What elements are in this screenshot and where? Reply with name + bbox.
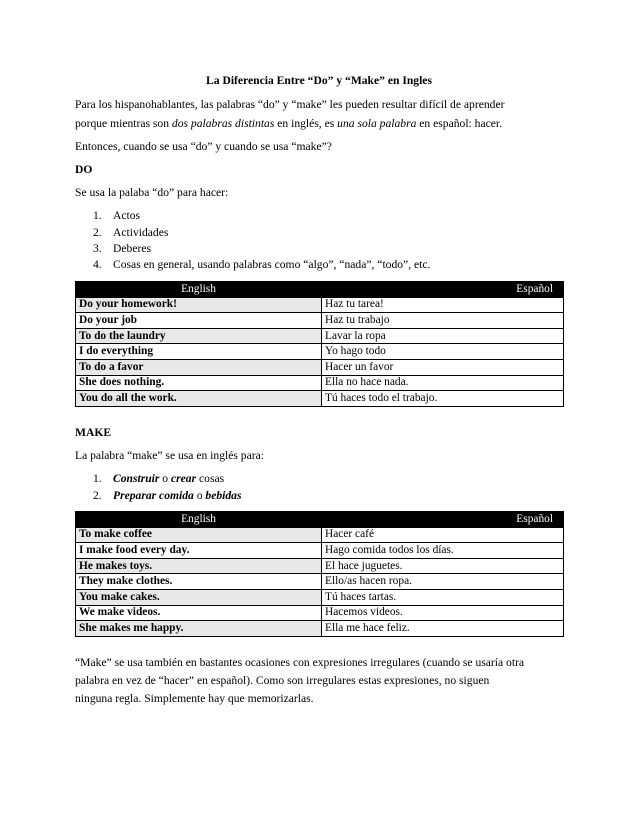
table-row <box>76 359 564 375</box>
column-header-espanol: Español <box>322 512 564 528</box>
table-row <box>76 313 564 329</box>
spanish-cell: Hago comida todos los días. <box>322 543 564 559</box>
spanish-cell: Ello/as hacen ropa. <box>322 574 564 590</box>
do-list-item <box>93 242 151 255</box>
english-cell: He makes toys. <box>76 558 322 574</box>
table-row <box>76 605 564 621</box>
make-list-item <box>93 489 242 502</box>
intro-emphasis: dos palabras distintas <box>171 117 275 130</box>
spanish-cell: Tú haces tartas. <box>322 589 564 605</box>
spanish-cell: Haz tu trabajo <box>322 313 564 329</box>
intro-line-2 <box>75 117 502 130</box>
table-row <box>76 527 564 543</box>
spanish-cell: Yo hago todo <box>322 344 564 360</box>
closing-line-3: ninguna regla. Simplemente hay que memorizarlas. <box>75 692 314 705</box>
list-number: 2. <box>93 489 102 502</box>
closing-line-1: “Make” se usa también en bastantes ocasiones con expresiones irregulares (cuando se usaría otra <box>75 656 525 669</box>
list-emphasis: Preparar comida <box>113 489 194 502</box>
document-title: La Diferencia Entre “Do” y “Make” en Ingles <box>206 74 432 87</box>
english-cell: To do the laundry <box>76 328 322 344</box>
english-cell: You do all the work. <box>76 391 322 407</box>
table-row <box>76 558 564 574</box>
spanish-cell: Ella me hace feliz. <box>322 621 564 637</box>
do-list-item <box>93 209 140 222</box>
make-vocab-table <box>75 511 564 637</box>
english-cell: To do a favor <box>76 359 322 375</box>
list-emphasis: Construir <box>113 472 160 485</box>
spanish-cell: Tú haces todo el trabajo. <box>322 391 564 407</box>
intro-text: en inglés, es <box>274 117 338 130</box>
spanish-cell: Hacer café <box>322 527 564 543</box>
table-row <box>76 391 564 407</box>
spanish-cell: Haz tu tarea! <box>322 297 564 313</box>
do-vocab-table <box>75 281 564 407</box>
list-number: 1. <box>93 472 102 485</box>
english-cell: She makes me happy. <box>76 621 322 637</box>
make-heading: MAKE <box>75 426 112 439</box>
do-list-item <box>93 226 168 239</box>
list-number: 1. <box>93 209 102 222</box>
list-text: o <box>193 489 206 502</box>
list-emphasis: crear <box>171 472 197 485</box>
english-cell: To make coffee <box>76 527 322 543</box>
table-row <box>76 543 564 559</box>
spanish-cell: Hacemos videos. <box>322 605 564 621</box>
list-emphasis: bebidas <box>205 489 242 502</box>
spanish-cell: El hace juguetes. <box>322 558 564 574</box>
list-text: Actos <box>113 209 141 222</box>
list-text: Deberes <box>113 242 151 255</box>
table-header-row <box>76 512 564 528</box>
english-cell: We make videos. <box>76 605 322 621</box>
english-cell: You make cakes. <box>76 589 322 605</box>
english-cell: Do your homework! <box>76 297 322 313</box>
do-lead: Se usa la palaba “do” para hacer: <box>75 186 229 199</box>
intro-emphasis: una sola palabra <box>337 117 417 130</box>
list-number: 4. <box>93 258 102 271</box>
intro-text: porque mientras son <box>75 117 172 130</box>
english-cell: They make clothes. <box>76 574 322 590</box>
table-row <box>76 589 564 605</box>
list-text: Cosas en general, usando palabras como “algo”, “nada”, “todo”, etc. <box>113 258 431 271</box>
column-header-english: English <box>76 282 322 298</box>
table-row <box>76 621 564 637</box>
spanish-cell: Hacer un favor <box>322 359 564 375</box>
do-heading: DO <box>75 163 93 176</box>
table-row <box>76 328 564 344</box>
table-row <box>76 297 564 313</box>
list-text: cosas <box>196 472 225 485</box>
list-number: 3. <box>93 242 102 255</box>
column-header-espanol: Español <box>322 282 564 298</box>
intro-question: Entonces, cuando se usa “do” y cuando se usa “make”? <box>75 140 332 153</box>
do-list-item <box>93 258 430 271</box>
intro-text: en español: hacer. <box>416 117 503 130</box>
spanish-cell: Lavar la ropa <box>322 328 564 344</box>
table-row <box>76 344 564 360</box>
english-cell: Do your job <box>76 313 322 329</box>
list-number: 2. <box>93 226 102 239</box>
closing-line-2: palabra en vez de “hacer” en español). Como son irregulares estas expresiones, no siguen <box>75 674 490 687</box>
english-cell: She does nothing. <box>76 375 322 391</box>
table-row <box>76 375 564 391</box>
spanish-cell: Ella no hace nada. <box>322 375 564 391</box>
column-header-english: English <box>76 512 322 528</box>
english-cell: I make food every day. <box>76 543 322 559</box>
intro-line-1: Para los hispanohablantes, las palabras “do” y “make” les pueden resultar difícil de aprender <box>75 98 505 111</box>
list-text: Actividades <box>113 226 169 239</box>
make-lead: La palabra “make” se usa en inglés para: <box>75 449 264 462</box>
table-header-row <box>76 282 564 298</box>
list-text: o <box>159 472 171 485</box>
make-list-item <box>93 472 224 485</box>
english-cell: I do everything <box>76 344 322 360</box>
table-row <box>76 574 564 590</box>
